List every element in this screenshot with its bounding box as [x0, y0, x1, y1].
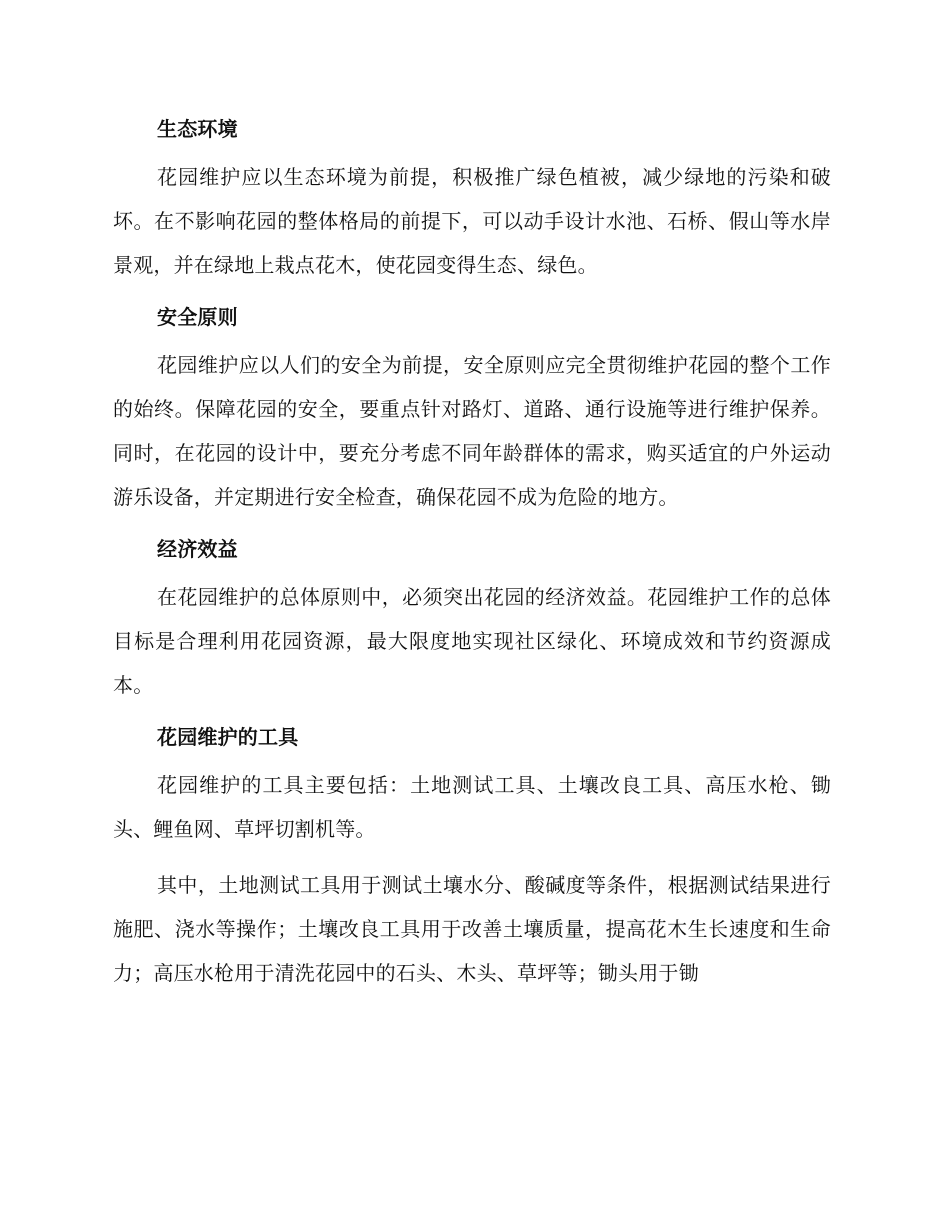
section-heading-tools: 花园维护的工具 [157, 725, 299, 749]
paragraph-ecology: 花园维护应以生态环境为前提，积极推广绿色植被，减少绿地的污染和破坏。在不影响花园的整体格局的前提下，可以动手设计水池、石桥、假山等水岸景观，并在绿地上栽点花木，使花园变得生态、绿色。 [113, 165, 831, 277]
paragraph-tools: 花园维护的工具主要包括：土地测试工具、土壤改良工具、高压水枪、锄头、鲤鱼网、草坪切割机等。 [113, 773, 831, 841]
document-content [113, 112, 831, 995]
section-heading-ecology: 生态环境 [157, 117, 238, 141]
section-heading-economy: 经济效益 [157, 537, 238, 561]
paragraph-tool-details: 其中，土地测试工具用于测试土壤水分、酸碱度等条件，根据测试结果进行施肥、浇水等操作；土壤改良工具用于改善土壤质量，提高花木生长速度和生命力；高压水枪用于清洗花园中的石头、木头、草坪等；锄头用于锄 [113, 873, 831, 985]
paragraph-economy: 在花园维护的总体原则中，必须突出花园的经济效益。花园维护工作的总体目标是合理利用花园资源，最大限度地实现社区绿化、环境成效和节约资源成本。 [113, 585, 831, 697]
paragraph-safety: 花园维护应以人们的安全为前提，安全原则应完全贯彻维护花园的整个工作的始终。保障花园的安全，要重点针对路灯、道路、通行设施等进行维护保养。同时，在花园的设计中，要充分考虑不同年龄群体的需求，购买适宜的户外运动游乐设备，并定期进行安全检查，确保花园不成为危险的地方。 [113, 353, 831, 509]
section-heading-safety: 安全原则 [157, 305, 238, 329]
